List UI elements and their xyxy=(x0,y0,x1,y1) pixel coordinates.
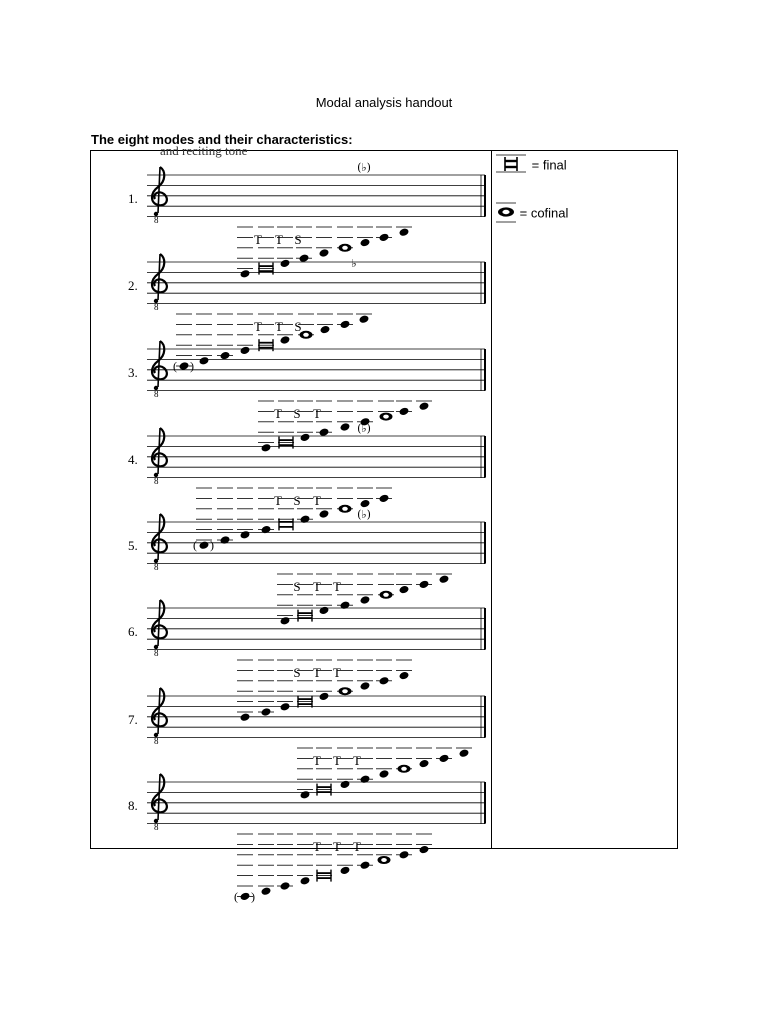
note xyxy=(459,748,470,758)
mode-number: 5. xyxy=(128,538,138,553)
note xyxy=(280,335,291,345)
note xyxy=(340,780,351,790)
note xyxy=(340,320,351,330)
accidental-flat: (♭) xyxy=(357,161,371,174)
interval-label: T xyxy=(313,839,321,854)
svg-text:(: ( xyxy=(234,889,238,904)
note xyxy=(261,886,272,896)
note xyxy=(240,892,251,902)
interval-label: T xyxy=(254,232,262,247)
interval-label: T xyxy=(333,753,341,768)
accidental-flat: (♭) xyxy=(357,508,371,521)
note xyxy=(320,325,331,335)
note xyxy=(261,707,272,717)
svg-text:8: 8 xyxy=(154,302,159,312)
note xyxy=(379,769,390,779)
interval-label: S xyxy=(293,665,301,680)
final-note-icon xyxy=(496,152,528,178)
note xyxy=(179,361,190,371)
accidental-flat: (♭) xyxy=(357,422,371,435)
note xyxy=(240,269,251,279)
mode-staff xyxy=(128,600,485,722)
note xyxy=(199,356,210,366)
interval-label: S xyxy=(293,493,301,508)
note xyxy=(379,233,390,243)
note xyxy=(319,509,330,519)
note xyxy=(300,514,311,524)
note xyxy=(240,530,251,540)
note xyxy=(300,790,311,800)
clipped-heading: and reciting tone xyxy=(160,143,248,158)
legend-cofinal xyxy=(496,201,568,225)
table-column-divider xyxy=(491,150,492,849)
svg-text:(: ( xyxy=(173,359,177,373)
legend-final-label: = final xyxy=(531,157,567,173)
note xyxy=(360,681,371,691)
interval-label: T xyxy=(333,839,341,854)
interval-label: T xyxy=(274,406,282,421)
note xyxy=(360,860,371,870)
note xyxy=(419,401,430,411)
svg-text:8: 8 xyxy=(154,562,159,572)
interval-label: T xyxy=(254,319,262,334)
svg-text:8: 8 xyxy=(154,736,159,746)
note xyxy=(319,427,330,437)
note xyxy=(399,671,410,681)
note xyxy=(439,574,450,584)
mode-staff xyxy=(128,254,485,373)
note xyxy=(199,540,210,550)
modes-notation-image xyxy=(92,136,488,904)
interval-label: T xyxy=(274,493,282,508)
mode-number: 3. xyxy=(128,365,138,380)
note xyxy=(419,845,430,855)
mode-number: 6. xyxy=(128,624,138,639)
note xyxy=(280,616,291,626)
note xyxy=(220,351,231,361)
note xyxy=(439,754,450,764)
mode-number: 1. xyxy=(128,191,138,206)
note xyxy=(399,227,410,237)
note xyxy=(379,676,390,686)
note xyxy=(360,238,371,248)
interval-label: T xyxy=(275,319,283,334)
svg-text:): ) xyxy=(210,538,214,553)
interval-label: S xyxy=(293,579,301,594)
note xyxy=(399,407,410,417)
mode-number: 7. xyxy=(128,712,138,727)
note xyxy=(299,253,310,263)
note xyxy=(419,580,430,590)
legend-final xyxy=(496,152,567,178)
interval-label: T xyxy=(353,839,361,854)
interval-label: S xyxy=(293,406,301,421)
note xyxy=(300,876,311,886)
note xyxy=(399,585,410,595)
note xyxy=(379,494,390,504)
note xyxy=(220,535,231,545)
note xyxy=(300,433,311,443)
handout-title: Modal analysis handout xyxy=(315,95,453,110)
svg-text:8: 8 xyxy=(154,648,159,658)
interval-label: T xyxy=(353,753,361,768)
interval-label: S xyxy=(294,232,302,247)
note xyxy=(419,759,430,769)
legend-cofinal-label: = cofinal xyxy=(519,205,569,221)
note xyxy=(360,595,371,605)
accidental-flat: ♭ xyxy=(351,257,357,270)
note xyxy=(360,774,371,784)
cofinal-note-icon xyxy=(496,201,516,225)
svg-text:): ) xyxy=(251,889,255,904)
section-heading: The eight modes and their characteristics: xyxy=(91,132,353,147)
svg-text:8: 8 xyxy=(154,822,159,832)
note xyxy=(359,314,370,324)
note xyxy=(261,443,272,453)
note xyxy=(261,525,272,535)
note xyxy=(280,881,291,891)
mode-number: 2. xyxy=(128,278,138,293)
mode-number: 4. xyxy=(128,452,138,467)
note xyxy=(340,600,351,610)
svg-text:): ) xyxy=(190,359,194,373)
svg-text:8: 8 xyxy=(154,389,159,399)
interval-label: T xyxy=(313,753,321,768)
note xyxy=(280,259,291,269)
mode-number: 8. xyxy=(128,798,138,813)
mode-staff xyxy=(128,161,485,279)
note xyxy=(319,248,330,258)
interval-label: T xyxy=(333,665,341,680)
interval-label: T xyxy=(313,406,321,421)
interval-label: T xyxy=(333,579,341,594)
interval-label: T xyxy=(313,665,321,680)
svg-text:8: 8 xyxy=(154,476,159,486)
svg-text:(: ( xyxy=(193,538,197,553)
interval-label: T xyxy=(275,232,283,247)
note xyxy=(319,606,330,616)
svg-text:8: 8 xyxy=(154,215,159,225)
note xyxy=(340,422,351,432)
note xyxy=(399,850,410,860)
note xyxy=(240,346,251,356)
interval-label: S xyxy=(294,319,302,334)
interval-label: T xyxy=(313,493,321,508)
note xyxy=(319,692,330,702)
note xyxy=(340,866,351,876)
note xyxy=(360,499,371,509)
interval-label: T xyxy=(313,579,321,594)
